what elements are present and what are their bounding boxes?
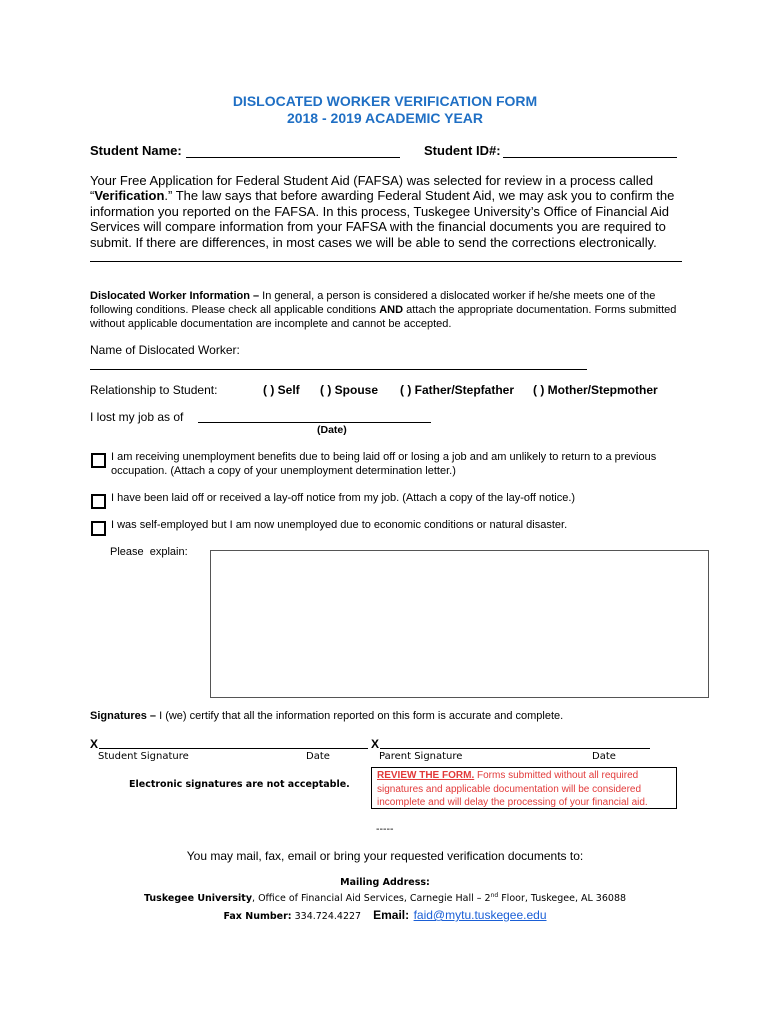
student-x-mark: X [90,737,99,751]
option-father-stepfather[interactable]: ( ) Father/Stepfather [400,383,515,397]
student-name-field[interactable] [186,157,400,158]
student-id-label: Student ID#: [424,143,501,158]
review-text: Forms submitted without all required signatures and applicable documentation will be considered incomplete and will delay the processing of your financial aid. [377,770,648,808]
separator-dashes: ----- [376,823,394,835]
mail-instructions: You may mail, fax, email or bring your requested verification documents to: [186,849,584,863]
explain-label: Please explain: [110,546,188,558]
parent-x-mark: X [371,737,380,751]
ordinal-suffix: nd [490,892,499,899]
relationship-label: Relationship to Student: [90,383,218,397]
condition-3-text: I was self-employed but I am now unemployed due to economic conditions or natural disaster. [111,519,568,531]
signatures-paragraph [90,710,563,722]
dislocated-text-1: In general, a person is considered a dislocated worker if he/she meets one of the following conditions. Please check all applicable conditions [90,290,656,316]
signatures-text: I (we) certify that all the information reported on this form is accurate and complete. [156,710,564,722]
email-label: Email: [373,908,410,922]
student-signature-caption: Student Signature [98,751,189,762]
lost-job-label: I lost my job as of [90,410,184,424]
dislocated-text-2: attach the appropriate documentation. Forms submitted without applicable documentation are incomplete and cannot be accepted. [90,303,677,330]
option-mother-stepmother[interactable]: ( ) Mother/Stepmother [533,383,658,397]
form-title: DISLOCATED WORKER VERIFICATION FORM [232,93,538,109]
fax-label: Fax Number: [223,911,292,922]
intro-text-1: Your Free Application for Federal Student Aid (FAFSA) was selected for review in a process called “ [90,173,654,204]
student-date-caption: Date [306,751,330,762]
worker-name-field[interactable] [90,369,587,370]
condition-1-checkbox[interactable] [91,453,106,468]
review-title: REVIEW THE FORM. [377,770,475,781]
parent-signature-caption: Parent Signature [379,751,463,762]
email-link[interactable]: faid@mytu.tuskegee.edu [413,908,547,922]
address-part-2: Floor, Tuskegee, AL 36088 [498,893,627,905]
student-id-field[interactable] [503,157,677,158]
section-divider [90,261,682,262]
electronic-signature-note: Electronic signatures are not acceptable. [129,779,350,790]
condition-3-checkbox[interactable] [91,521,106,536]
university-name: Tuskegee University [143,893,253,905]
intro-paragraph [90,173,682,250]
verification-term: Verification [94,188,165,204]
explain-textarea[interactable] [210,550,709,698]
mailing-address [0,892,770,904]
review-notice [371,767,677,809]
parent-signature-line[interactable] [380,748,650,749]
address-part-1: , Office of Financial Aid Services, Carnegie Hall – 2 [252,893,491,905]
contact-line [0,906,770,924]
academic-year: 2018 - 2019 ACADEMIC YEAR [286,110,484,126]
and-emphasis: AND [379,303,404,316]
intro-text-2: .” The law says that before awarding Federal Student Aid, we may ask you to confirm the information you reported on the FAFSA. In this process, Tuskegee University’s Office of Financial Aid Services will compare information from your FAFSA with the financial documents you are required to submit. If there are differences, in most cases we will be able to send the corrections electronically. [90,188,675,250]
option-self[interactable]: ( ) Self [263,383,300,397]
worker-name-label: Name of Dislocated Worker: [90,343,240,357]
mailing-address-label: Mailing Address: [340,877,430,888]
student-name-label: Student Name: [90,143,182,158]
signatures-heading: Signatures – [90,710,157,722]
student-signature-line[interactable] [99,748,368,749]
dislocated-heading: Dislocated Worker Information – [90,290,260,302]
fax-number: 334.724.4227 [291,911,362,922]
condition-1-text: I am receiving unemployment benefits due to being laid off or losing a job and am unlikely to return to a previous occupation. (Attach a copy of your unemployment determination letter.) [111,451,657,477]
condition-2-text: I have been laid off or received a lay-off notice from my job. (Attach a copy of the lay-off notice.) [111,492,576,504]
lost-job-date-field[interactable] [198,422,431,423]
parent-date-caption: Date [592,751,616,762]
condition-2-checkbox[interactable] [91,494,106,509]
dislocated-info-paragraph [90,290,685,331]
date-caption: (Date) [317,424,347,436]
option-spouse[interactable]: ( ) Spouse [320,383,379,397]
